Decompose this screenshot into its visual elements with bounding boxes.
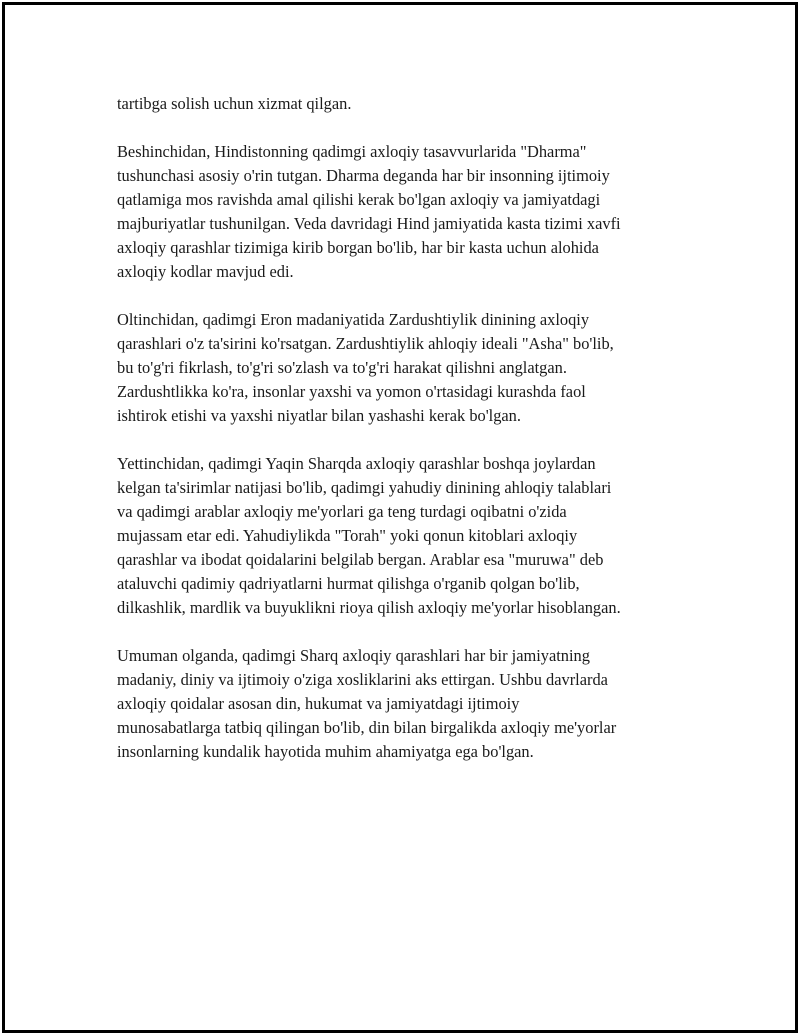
- paragraph-seventh-near-east: Yettinchidan, qadimgi Yaqin Sharqda axloqiy qarashlar boshqa joylardan kelgan ta'sirimlar natijasi bo'lib, qadimgi yahudiy dinining ahloqiy talablari va qadimgi arablar axloqiy me'yorlari ga teng turdagi oqibatni o'zida mujassam etar edi. Yahudiylikda "Torah" yoki qonun kitoblari axloqiy qarashlar va ibodat qoidalarini belgilab bergan. Arablar esa "muruwa" deb ataluvchi qadimiy qadriyatlarni hurmat qilishga o'rganib qolgan bo'lib, dilkashlik, mardlik va buyuklikni rioya qilish axloqiy me'yorlar hisoblangan.: [117, 454, 621, 617]
- paragraph-conclusion: Umuman olganda, qadimgi Sharq axloqiy qarashlari har bir jamiyatning madaniy, diniy va ijtimoiy o'ziga xosliklarini aks ettirgan. Ushbu davrlarda axloqiy qoidalar asosan din, hukumat va jamiyatdagi ijtimoiy munosabatlarga tatbiq qilingan bo'lib, din bilan birgalikda axloqiy me'yorlar insonlarning kundalik hayotida muhim ahamiyatga ega bo'lgan.: [117, 646, 617, 761]
- paragraph-sixth-zoroastrianism: Oltinchidan, qadimgi Eron madaniyatida Zardushtiylik dinining axloqiy qarashlari o'z ta'sirini ko'rsatgan. Zardushtiylik ahloqiy ideali "Asha" bo'lib, bu to'g'ri fikrlash, to'g'ri so'zlash va to'g'ri harakat qilishni anglatgan. Zardushtlikka ko'ra, insonlar yaxshi va yomon o'rtasidagi kurashda faol ishtirok etishi va yaxshi niyatlar bilan yashashi kerak bo'lgan.: [117, 310, 614, 425]
- paragraph-continuation: tartibga solish uchun xizmat qilgan.: [117, 94, 352, 113]
- paragraph-fifth-dharma: Beshinchidan, Hindistonning qadimgi axloqiy tasavvurlarida "Dharma" tushunchasi asosiy o'rin tutgan. Dharma deganda har bir insonning ijtimoiy qatlamiga mos ravishda amal qilishi kerak bo'lgan axloqiy va jamiyatdagi majburiyatlar tushunilgan. Veda davridagi Hind jamiyatida kasta tizimi xavfi axloqiy qarashlar tizimiga kirib borgan bo'lib, har bir kasta uchun alohida axloqiy kodlar mavjud edi.: [117, 142, 621, 281]
- document-body: [117, 92, 697, 788]
